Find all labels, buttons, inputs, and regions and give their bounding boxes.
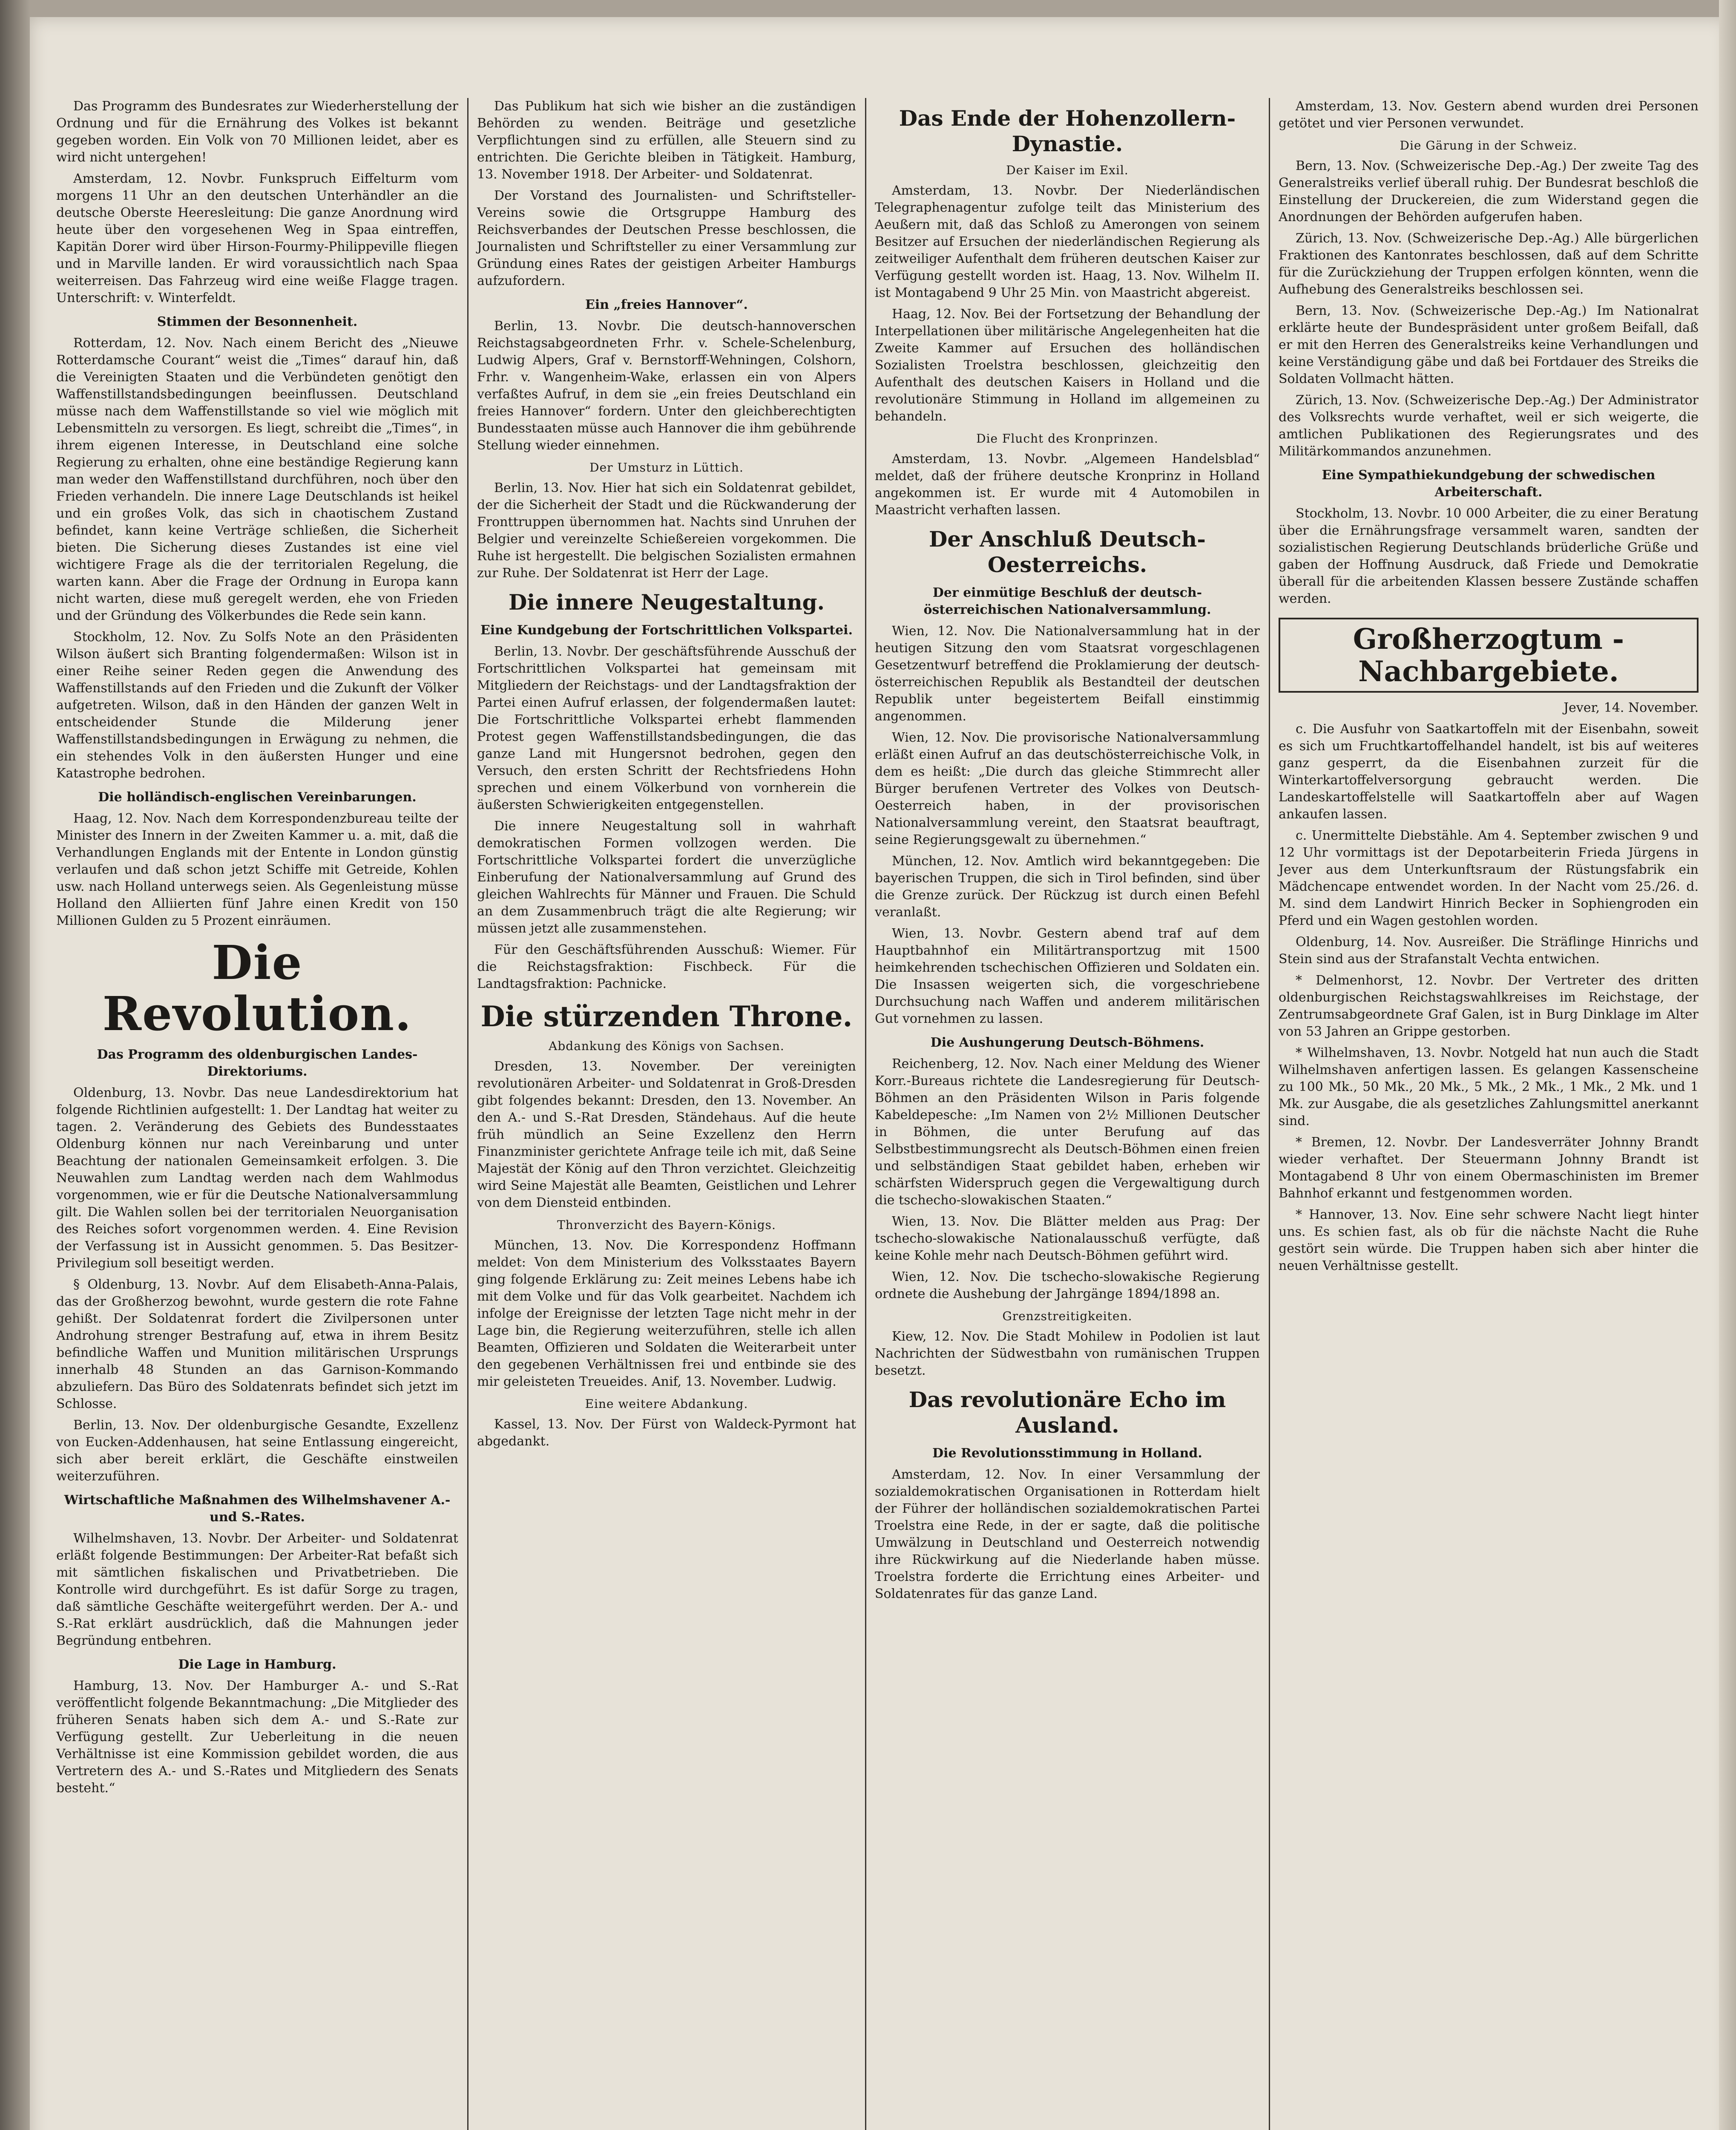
article-paragraph: Haag, 12. Nov. Nach dem Korrespondenzbureau teilte der Minister des Innern in der Zweiten Kammer u. a. mit, daß die Verhandlungen Englands mit der Entente in London günstig verlaufen und daß schon jetzt Schiffe mit Getreide, Kohlen usw. nach Holland unterwegs seien. Als Gegenleistung müsse Holland den Alliierten fünf Jahre einen Kredit von 150 Millionen Gulden zu 5 Prozent einräumen.: [56, 811, 458, 928]
article-paragraph: c. Unermittelte Diebstähle. Am 4. September zwischen 9 und 12 Uhr vormittags ist der Depotarbeiterin Frieda Jürgens in Jever aus dem Unterkunftsraum der Rüstungsfabrik ein Mädchencape entwendet worden. In der Nacht vom 25./26. d. M. sind dem Landwirt Hinrich Becker in Sophiengroden ein Pferd und ein Wagen gestohlen worden.: [1279, 828, 1699, 928]
article-paragraph: Wien, 12. Nov. Die tschecho-slowakische Regierung ordnete die Aushebung der Jahrgänge 1894/1898 an.: [875, 1269, 1260, 1301]
article-paragraph: Berlin, 13. Novbr. Der geschäftsführende Ausschuß der Fortschrittlichen Volkspartei hat gemeinsam mit Mitgliedern der Reichstags- und der Landtagsfraktion der Partei einen Aufruf erlassen, der folgendermaßen lautet: Die Fortschrittliche Volkspartei erhebt flammenden Protest gegen Waffenstillstandsbedingungen, die das ganze Land mit Hungersnot bedrohen, gegen den Versuch, den ersten Schritt der Rechtsfriedens Hohn sprechen und einem Völkerbund von vornherein die äußersten Schwierigkeiten entgegenstellen.: [477, 644, 856, 812]
article-signature: Für den Geschäftsführenden Ausschuß: Wiemer. Für die Reichstagsfraktion: Fischbeck. Für die Landtagsfraktion: Pachnicke.: [477, 942, 856, 991]
headline-revolution: Die Revolution.: [102, 935, 412, 1041]
subheading: Abdankung des Königs von Sachsen.: [549, 1039, 785, 1053]
article-paragraph: Zürich, 13. Nov. (Schweizerische Dep.-Ag.) Alle bürgerlichen Fraktionen des Kantonrates beschlossen, daß auf dem Schritte für die Zurückziehung der Truppen erfolgen könnten, wenn die Aufhebung des Generalstreiks beschlossen sei.: [1279, 231, 1699, 297]
dateline: Jever, 14. November.: [1564, 700, 1699, 715]
article-paragraph: Stockholm, 13. Novbr. 10 000 Arbeiter, die zu einer Beratung über die Ernährungsfrage versammelt waren, sandten der sozialistischen Regierung Deutschlands brüderliche Grüße und gaben der Hoffnung Ausdruck, daß Friede und Demokratie überall für die arbeitenden Klassen bessere Zustände schaffen werden.: [1279, 506, 1699, 606]
subheading: Der Kaiser im Exil.: [1006, 163, 1129, 177]
section-heading: Die Flucht des Kronprinzen.: [976, 432, 1158, 446]
article-paragraph: * Wilhelmshaven, 13. Novbr. Notgeld hat nun auch die Stadt Wilhelmshaven anfertigen lassen. Es gelangen Kassenscheine zu 100 Mk., 50 Mk., 20 Mk., 5 Mk., 2 Mk., 1 Mk., 2 Mk. und 1 Mk. zur Ausgabe, die als gesetzliches Zahlungsmittel anerkannt sind.: [1279, 1045, 1699, 1128]
article-paragraph: Amsterdam, 13. Novbr. Der Niederländischen Telegraphenagentur zufolge teilt das Ministerium des Aeußern mit, daß das Schloß zu Amerongen von seinem Besitzer auf Ersuchen der niederländischen Regierung als zeitweiliger Aufenthalt dem früheren deutschen Kaiser zur Verfügung gestellt worden ist. Haag, 13. Nov. Wilhelm II. ist Montagabend 9 Uhr 25 Min. von Maastricht abgereist.: [875, 183, 1260, 300]
article-paragraph: Kassel, 13. Nov. Der Fürst von Waldeck-Pyrmont hat abgedankt.: [477, 1417, 856, 1449]
article-paragraph: Amsterdam, 12. Nov. In einer Versammlung der sozialdemokratischen Organisationen in Rotterdam hielt der Führer der holländischen sozialdemokratischen Partei Troelstra eine Rede, in der er sagte, daß die politische Umwälzung in Deutschland und Oesterreich notwendig ihre Rückwirkung auf die Niederlande haben müsse. Troelstra forderte die Errichtung eines Arbeiter- und Soldatenrates für das ganze Land.: [875, 1467, 1260, 1601]
article-paragraph: Amsterdam, 13. Nov. Gestern abend wurden drei Personen getötet und vier Personen verwundet.: [1279, 99, 1699, 131]
headline-throne: Die stürzenden Throne.: [480, 1000, 853, 1033]
headline-hohenzollern: Das Ende der Hohenzollern-Dynastie.: [899, 106, 1236, 156]
section-heading: Thronverzicht des Bayern-Königs.: [557, 1218, 776, 1232]
subheading: Die Revolutionsstimmung in Holland.: [932, 1446, 1202, 1461]
section-heading: Ein „freies Hannover“.: [585, 297, 748, 312]
section-heading: Die Aushungerung Deutsch-Böhmens.: [930, 1035, 1204, 1050]
article-paragraph: Oldenburg, 13. Novbr. Das neue Landesdirektorium hat folgende Richtlinien aufgestellt: 1. Der Landtag hat weiter zu tagen. 2. Veränderung des Gebiets des Bundesstaates Oldenburg können nur nach Vereinbarung und unter Beachtung der nationalen Gemeinsamkeit erfolgen. 3. Die Neuwahlen zum Landtag werden nach dem Wahlmodus vorgenommen, wie er für die Deutsche Nationalversammlung gilt. Die Wahlen sollen bei der territorialen Neuorganisation des Reiches sofort vorgenommen werden. 4. Eine Revision der Verfassung ist in Aussicht genommen. 5. Das Besitzer-Privilegium soll beseitigt werden.: [56, 1085, 458, 1271]
article-paragraph: Bern, 13. Nov. (Schweizerische Dep.-Ag.) Im Nationalrat erklärte heute der Bundespräsident unter großem Beifall, daß er mit den Herren des Generalstreiks keine Verhandlungen und keine Verständigung gäbe und daß bei Fortdauer des Streiks die Soldaten Vollmacht hätten.: [1279, 303, 1699, 386]
headline-anschluss: Der Anschluß Deutsch-Oesterreichs.: [928, 527, 1206, 577]
column-2: [468, 98, 865, 2130]
article-paragraph: Reichenberg, 12. Nov. Nach einer Meldung des Wiener Korr.-Bureaus richtete die Landesregierung für Deutsch-Böhmen an den Präsidenten Wilson in Paris folgende Kabeldepesche: „Im Namen von 2½ Millionen Deutscher in Böhmen, die unter Berufung auf das Selbstbestimmungsrecht als Deutsch-Böhmen einen freien und selbständigen Staat gebildet haben, erheben wir schärfsten Widerspruch gegen die Vergewaltigung durch die tschecho-slowakischen Staaten.“: [875, 1056, 1260, 1208]
column-1: [47, 98, 468, 2130]
article-paragraph: Das Publikum hat sich wie bisher an die zuständigen Behörden zu wenden. Beiträge und gesetzliche Verpflichtungen sind zu erfüllen, alle Steuern sind zu entrichten. Die Gerichte bleiben in Tätigkeit. Hamburg, 13. November 1918. Der Arbeiter- und Soldatenrat.: [477, 99, 856, 182]
subheading: Eine Kundgebung der Fortschrittlichen Volkspartei.: [480, 623, 853, 638]
article-paragraph: Wien, 12. Nov. Die Nationalversammlung hat in der heutigen Sitzung den vom Staatsrat vorgeschlagenen Gesetzentwurf betreffend die Proklamierung der deutsch-österreichischen Republik als Bestandteil der deutschen Republik unter begeistertem Beifall einstimmig angenommen.: [875, 624, 1260, 724]
article-paragraph: c. Die Ausfuhr von Saatkartoffeln mit der Eisenbahn, soweit es sich um Fruchtkartoffelhandel handelt, ist bis auf weiteres ganz gesperrt, da die Eisenbahnen zurzeit für die Winterkartoffelversorgung gebraucht werden. Die Landeskartoffelstelle will Saatkartoffeln aber auf Wagen ankaufen lassen.: [1279, 722, 1699, 822]
article-paragraph: Zürich, 13. Nov. (Schweizerische Dep.-Ag.) Der Administrator des Volksrechts wurde verhaftet, weil er sich weigerte, die amtlichen Publikationen des Regierungsrates und des Militärkommandos anzunehmen.: [1279, 393, 1699, 459]
section-heading: Grenzstreitigkeiten.: [1002, 1309, 1132, 1323]
article-paragraph: * Delmenhorst, 12. Novbr. Der Vertreter des dritten oldenburgischen Reichstagswahlkreises im Reichstage, der Zentrumsabgeordnete Graf Galen, ist in Burg Dinklage im Alter von 53 Jahren an Grippe gestorben.: [1279, 973, 1699, 1039]
article-paragraph: Bern, 13. Nov. (Schweizerische Dep.-Ag.) Der zweite Tag des Generalstreiks verlief überall ruhig. Der Bundesrat beschloß die Einstellung der Druckereien, die zum Widerstand gegen die Anordnungen der Behörden aufgerufen haben.: [1279, 158, 1699, 225]
regional-section-banner: [1279, 618, 1699, 693]
article-paragraph: * Hannover, 13. Nov. Eine sehr schwere Nacht liegt hinter uns. Es schien fast, als ob für die nächste Nacht die Ruhe gestört sein würde. Die Truppen haben sich aber hinter die neuen Verhältnisse gestellt.: [1279, 1207, 1699, 1273]
section-heading: Wirtschaftliche Maßnahmen des Wilhelmshavener A.- und S.-Rates.: [64, 1493, 451, 1525]
article-paragraph: Hamburg, 13. Nov. Der Hamburger A.- und S.-Rat veröffentlicht folgende Bekanntmachung: „Die Mitglieder des früheren Senats haben sich dem A.- und S.-Rate zur Verfügung gestellt. Zur Ueberleitung in die neuen Verhältnisse ist eine Kommission gebildet worden, die aus Vertretern des A.- und S.-Rates und Mitgliedern des Senats besteht.“: [56, 1678, 458, 1796]
article-paragraph: Dresden, 13. November. Der vereinigten revolutionären Arbeiter- und Soldatenrat in Groß-Dresden gibt folgendes bekannt: Dresden, den 13. November. An den A.- und S.-Rat Dresden, Ständehaus. Auf die heute früh mündlich an Seine Exzellenz den Herrn Finanzminister gerichtete Anfrage teile ich mit, daß Seine Majestät der König auf den Thron verzichtet. Gleichzeitig wird Seine Majestät alle Beamten, Geistlichen und Lehrer von dem Diensteid entbinden.: [477, 1059, 856, 1210]
article-paragraph: Wilhelmshaven, 13. Novbr. Der Arbeiter- und Soldatenrat erläßt folgende Bestimmungen: Der Arbeiter-Rat befaßt sich mit sämtlichen fiskalischen und Privatbetrieben. Die Kontrolle wird durchgeführt. Es ist dafür Sorge zu tragen, daß sämtliche Geschäfte weitergeführt werden. Der A.- und S.-Rat erklärt ausdrücklich, daß die Mahnungen jeder Begründung entbehren.: [56, 1531, 458, 1648]
article-paragraph: München, 13. Nov. Die Korrespondenz Hoffmann meldet: Von dem Ministerium des Volksstaates Bayern ging folgende Erklärung zu: Zeit meines Lebens habe ich mit dem Volke und für das Volk gearbeitet. Nachdem ich infolge der Ereignisse der letzten Tage nicht mehr in der Lage bin, die Regierung weiterzuführen, stelle ich allen Beamten, Offizieren und Soldaten die Weiterarbeit unter den gegebenen Verhältnissen frei und entbinde sie des mir geleisteten Treueides. Anif, 13. November. Ludwig.: [477, 1238, 856, 1389]
article-paragraph: Der Vorstand des Journalisten- und Schriftsteller-Vereins sowie die Ortsgruppe Hamburg des Reichsverbandes der Deutschen Presse beschlossen, die Journalisten und Schriftsteller zu einer Versammlung zur Gründung eines Rates der geistigen Arbeiter Hamburgs aufzufordern.: [477, 188, 856, 288]
binding-edge: [0, 0, 30, 2130]
article-paragraph: München, 12. Nov. Amtlich wird bekanntgegeben: Die bayerischen Truppen, die sich in Tirol befinden, sind über die Grenze zurück. Der Rückzug ist durch einen Befehl veranlaßt.: [875, 854, 1260, 920]
article-paragraph: Wien, 12. Nov. Die provisorische Nationalversammlung erläßt einen Aufruf an das deutschösterreichische Volk, in dem es heißt: „Die durch das gleiche Stimmrecht aller Bürger berufenen Vertreter des Volkes von Deutsch-Oesterreich haben, in der provisorischen Nationalversammlung vereint, den Staatsrat beauftragt, seine Regierungsgewalt zu übernehmen.“: [875, 730, 1260, 847]
article-paragraph: Oldenburg, 14. Nov. Ausreißer. Die Sträflinge Hinrichs und Stein sind aus der Strafanstalt Vechta entwichen.: [1279, 935, 1699, 967]
article-paragraph: * Bremen, 12. Novbr. Der Landesverräter Johnny Brandt wieder verhaftet. Der Steuermann Johnny Brandt ist Montagabend 8 Uhr von einem Obermaschinisten im Bremer Bahnhof erkannt und festgenommen worden.: [1279, 1135, 1699, 1201]
section-heading: Die Gärung in der Schweiz.: [1400, 138, 1578, 153]
article-paragraph: § Oldenburg, 13. Novbr. Auf dem Elisabeth-Anna-Palais, das der Großherzog bewohnt, wurde gestern die rote Fahne gehißt. Der Soldatenrat fordert die Zivilpersonen unter Androhung strenger Bestrafung auf, etwa in ihrem Besitz befindliche Waffen und Munition militärischen Ursprungs innerhalb 48 Stunden an das Garnison-Kommando abzuliefern. Das Büro des Soldatenrats befindet sich jetzt im Schlosse.: [56, 1277, 458, 1411]
article-paragraph: Haag, 12. Nov. Bei der Fortsetzung der Behandlung der Interpellationen über militärische Angelegenheiten hat die Zweite Kammer auf Ersuchen des holländischen Sozialisten Troelstra beschlossen, gleichzeitig den Aufenthalt des deutschen Kaisers in Holland und die revolutionäre Stimmung in Holland im allgemeinen zu behandeln.: [875, 307, 1260, 424]
section-heading: Eine weitere Abdankung.: [585, 1397, 748, 1411]
article-paragraph: Berlin, 13. Novbr. Die deutsch-hannoverschen Reichstagsabgeordneten Frhr. v. Schele-Schelenburg, Ludwig Alpers, Graf v. Bernstorff-Wehningen, Colshorn, Frhr. v. Wangenheim-Wake, erlassen ein von Alpers verfaßtes Aufruf, in dem sie „ein freies Deutschland ein freies Hannover“ fordern. Unter den gleichberechtigten Bundesstaaten müsse auch Hannover die ihm gebührende Stellung wieder einnehmen.: [477, 319, 856, 453]
article-paragraph: Wien, 13. Nov. Die Blätter melden aus Prag: Der tschecho-slowakische Nationalausschuß verfügte, daß keine Kohle mehr nach Deutsch-Böhmen geführt wird.: [875, 1214, 1260, 1263]
article-paragraph: Rotterdam, 12. Nov. Nach einem Bericht des „Nieuwe Rotterdamsche Courant“ weist die „Times“ darauf hin, daß die Vereinigten Staaten und die Verbündeten genötigt den Waffenstillstandsbedingungen beeinflussen. Deutschland müsse nach dem Waffenstillstande so viel wie möglich mit Lebensmitteln zu versorgen. Es liegt, schreibt die „Times“, in ihrem eigenen Interesse, in Deutschland eine solche Regierung zu erhalten, ohne eine beständige Regierung kann man weder den Waffenstillstand durchführen, noch über den Frieden verhandeln. Die innere Lage Deutschlands ist heikel und ein großes Volk, das sich in chaotischem Zustand befindet, kann keine Verträge schließen, die Sicherheit bieten. Die Sicherung dieses Zustandes ist eine viel wichtigere Frage als die der territorialen Regelung, die warten kann. Aber die Frage der Ordnung in Europa kann nicht warten, diese muß geregelt werden, ehe von Frieden und der Gründung des Völkerbundes die Rede sein kann.: [56, 336, 458, 623]
section-heading: Eine Sympathiekundgebung der schwedischen Arbeiterschaft.: [1322, 468, 1656, 500]
section-heading: Die holländisch-englischen Vereinbarungen.: [98, 790, 417, 805]
column-3: [865, 98, 1269, 2130]
headline-echo: Das revolutionäre Echo im Ausland.: [908, 1387, 1226, 1438]
article-paragraph: Das Programm des Bundesrates zur Wiederherstellung der Ordnung und für die Ernährung des Volkes ist bekannt gegeben worden. Ein Volk von 70 Millionen leidet, aber es wird nicht untergehen!: [56, 99, 458, 165]
headline-grossherzogtum: Großherzogtum - Nachbargebiete.: [1353, 622, 1624, 688]
subheading: Der einmütige Beschluß der deutsch-österreichischen Nationalversammlung.: [923, 585, 1211, 617]
article-paragraph: Wien, 13. Novbr. Gestern abend traf auf dem Hauptbahnhof ein Militärtransportzug mit 1500 heimkehrenden tschechischen Offizieren und Soldaten ein. Die Insassen weigerten sich, die vorgeschriebene Durchsuchung nach Waffen und anderem militärischen Gut vornehmen zu lassen.: [875, 926, 1260, 1026]
article-paragraph: Kiew, 12. Nov. Die Stadt Mohilew in Podolien ist laut Nachrichten der Südwestbahn von rumänischen Truppen besetzt.: [875, 1329, 1260, 1378]
section-heading: Stimmen der Besonnenheit.: [157, 314, 358, 329]
subheading: Das Programm des oldenburgischen Landes-Direktoriums.: [97, 1047, 418, 1079]
column-4: [1269, 98, 1708, 2130]
article-paragraph: Berlin, 13. Nov. Der oldenburgische Gesandte, Exzellenz von Eucken-Addenhausen, hat seine Entlassung eingereicht, sich aber bereit erklärt, die Geschäfte einstweilen weiterzuführen.: [56, 1418, 458, 1484]
headline-neugestaltung: Die innere Neugestaltung.: [508, 590, 825, 615]
article-paragraph: Amsterdam, 13. Novbr. „Algemeen Handelsblad“ meldet, daß der frühere deutsche Kronprinz in Holland angekommen ist. Er wurde mit 4 Automobilen in Maastricht verhaften lassen.: [875, 452, 1260, 518]
article-paragraph: Stockholm, 12. Nov. Zu Solfs Note an den Präsidenten Wilson äußert sich Branting folgendermaßen: Wilson ist in einer Reihe seiner Reden gegen die Anwendung des Waffenstillstands auf den Frieden und die Zukunft der Völker aufgetreten. Wilson, daß in den Händen der ganzen Welt in entscheidender Stunde die Milderung jener Waffenstillstandsbedingungen in Erwägung zu nehmen, die ein stehendes Volk in den äußersten Hunger und eine Katastrophe bedrohen.: [56, 630, 458, 781]
page-edge: [1719, 0, 1736, 2130]
section-heading: Die Lage in Hamburg.: [178, 1657, 336, 1672]
section-heading: Der Umsturz in Lüttich.: [589, 461, 744, 475]
article-paragraph: Berlin, 13. Nov. Hier hat sich ein Soldatenrat gebildet, der die Sicherheit der Stadt und die Rückwanderung der Fronttruppen übernommen hat. Nachts sind Unruhen der Belgier und vereinzelte Schießereien vorgekommen. Die Ruhe ist hergestellt. Die belgischen Sozialisten ermahnen zur Ruhe. Der Soldatenrat ist Herr der Lage.: [477, 481, 856, 581]
article-paragraph: Die innere Neugestaltung soll in wahrhaft demokratischen Formen vollzogen werden. Die Fortschrittliche Volkspartei fordert die unverzügliche Einberufung der Nationalversammlung auf Grund des gleichen Wahlrechts für Männer und Frauen. Die Schuld an dem Zusammenbruch trägt die alte Regierung; wir müssen jetzt alle zusammenstehen.: [477, 819, 856, 936]
article-paragraph: Amsterdam, 12. Novbr. Funkspruch Eiffelturm vom morgens 11 Uhr an den deutschen Unterhändler an die deutsche Oberste Heeresleitung: Die ganze Anordnung wird heute über den vorgesehenen Weg in Spaa eintreffen, Kapitän Dorer wird über Hirson-Fourmy-Philippeville fliegen und in Marville landen. Er wird voraussichtlich nach Spaa weiterreisen. Das Fahrzeug wird eine weiße Flagge tragen. Unterschrift: v. Winterfeldt.: [56, 171, 458, 305]
